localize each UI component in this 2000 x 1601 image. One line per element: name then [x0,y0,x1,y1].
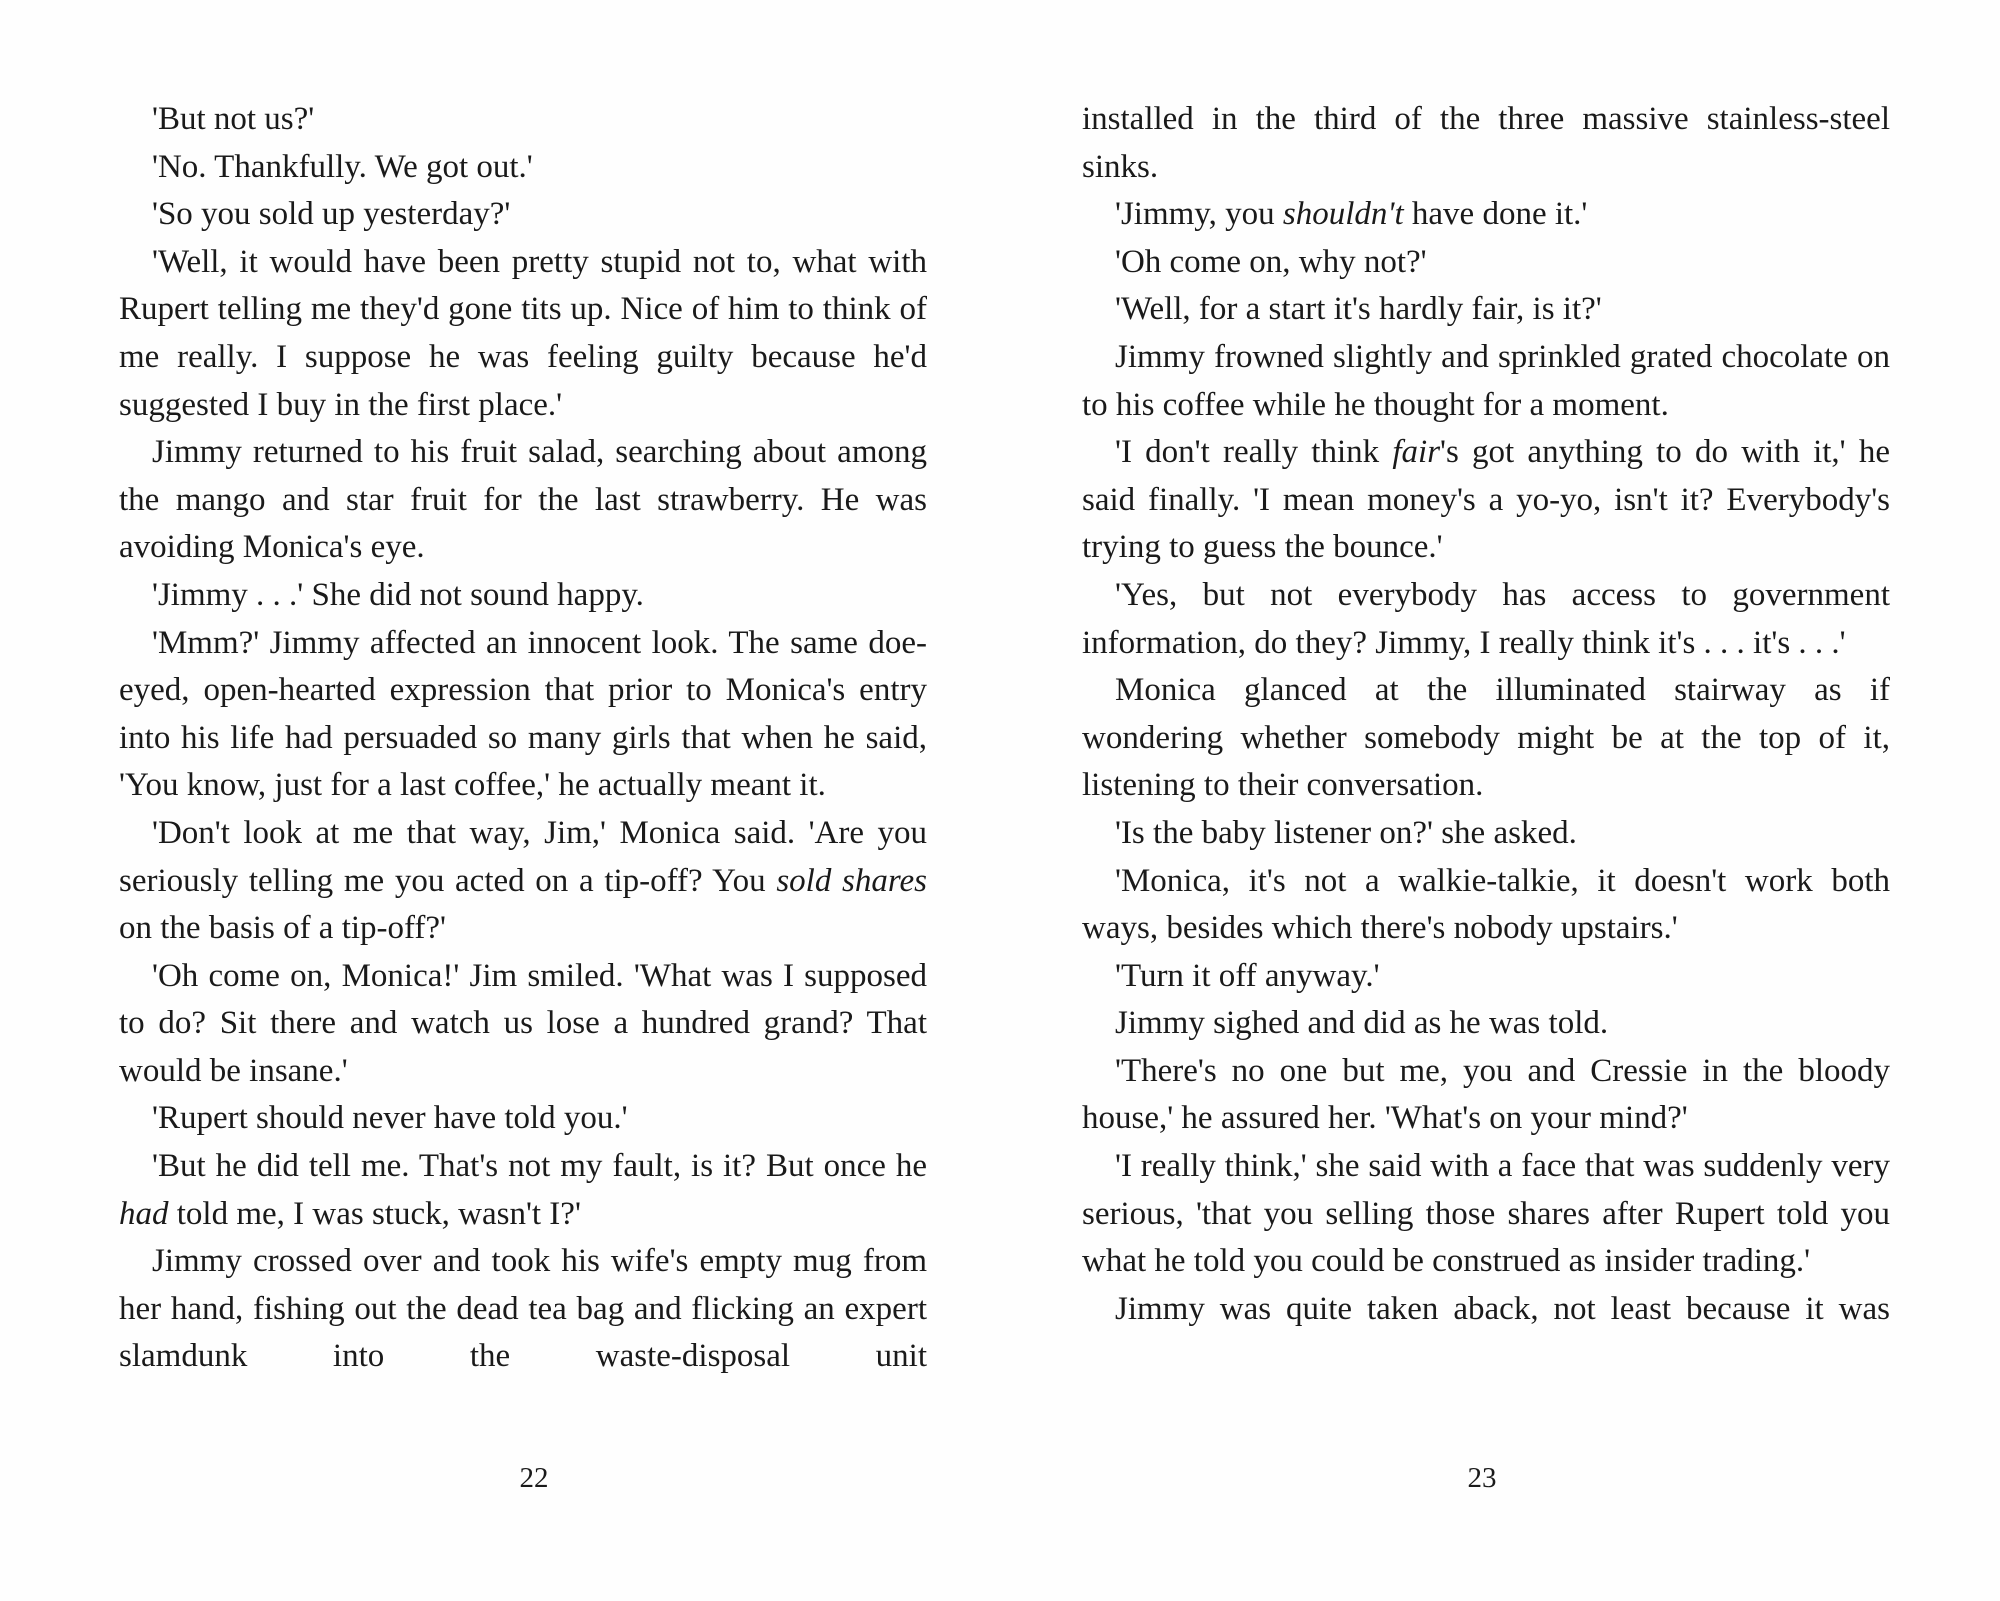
text-run: told me, I was stuck, wasn't I?' [168,1195,581,1232]
text-run: Jimmy sighed and did as he was told. [1115,1005,1609,1042]
text-run: 'I really think,' she said with a face that was suddenly very serious, 'that you selling those shares after Rupert told you what he told you could be construed as insider trading.' [1082,1148,1890,1280]
italic-text: had [119,1195,169,1232]
paragraph [1082,953,1890,1001]
paragraph [1082,239,1890,287]
text-run: 'Monica, it's not a walkie-talkie, it doesn't work both ways, besides which there's nobody upstairs.' [1082,862,1890,947]
text-run: 'I don't really think [1115,434,1393,471]
paragraph [1082,286,1890,334]
text-run: 'But he did tell me. That's not my fault, is it? But once he [152,1148,927,1185]
paragraph [1082,1286,1890,1334]
text-run: 'Mmm?' Jimmy affected an innocent look. The same doe-eyed, open-hearted expression that prior to Monica's entry into his life had persuaded so many girls that when he said, 'You know, just for a last coffee,' he actually meant it. [119,624,927,804]
paragraph [1082,96,1890,191]
text-run: 's got anything to do with it,' he said finally. 'I mean money's a yo-yo, isn't it? Everybody's trying to guess the bounce.' [1082,434,1890,566]
text-run: Monica glanced at the illuminated stairway as if wondering whether somebody might be at the top of it, listening to their conversation. [1082,672,1890,804]
paragraph [119,620,927,810]
text-run: Jimmy was quite taken aback, not least because it was [1115,1290,1890,1327]
text-run: 'So you sold up yesterday?' [152,196,511,233]
paragraph [1082,191,1890,239]
text-run: 'Turn it off anyway.' [1115,957,1380,994]
page-number: 22 [519,1462,549,1494]
paragraph [119,191,927,239]
paragraph [1082,572,1890,667]
text-run: 'No. Thankfully. We got out.' [152,148,533,185]
text-run: on the basis of a tip-off?' [119,910,447,947]
text-run: 'Well, for a start it's hardly fair, is it?' [1115,291,1602,328]
text-run: 'Well, it would have been pretty stupid not to, what with Rupert telling me they'd gone tits up. Nice of him to think of me really. I suppose he was feeling guilty because he'd suggested I buy in the first place.' [119,243,927,423]
right-page-text [1082,96,1890,1333]
paragraph [119,429,927,572]
paragraph [1082,667,1890,810]
page-number: 23 [1467,1462,1497,1494]
text-run: Jimmy returned to his fruit salad, searching about among the mango and star fruit for the last strawberry. He was avoiding Monica's eye. [119,434,927,566]
text-run: 'There's no one but me, you and Cressie in the bloody house,' he assured her. 'What's on your mind?' [1082,1052,1890,1137]
paragraph [119,239,927,429]
text-run: 'Jimmy, you [1115,196,1283,233]
text-run: 'Oh come on, Monica!' Jim smiled. 'What was I supposed to do? Sit there and watch us lose a hundred grand? That would be insane.' [119,957,927,1089]
paragraph [119,1143,927,1238]
paragraph [119,96,927,144]
paragraph [119,144,927,192]
paragraph [1082,334,1890,429]
text-run: 'Don't look at me that way, Jim,' Monica said. 'Are you seriously telling me you acted on a tip-off? You [119,814,927,899]
left-page-text [119,96,927,1381]
right-page [1000,0,2000,1601]
italic-text: shouldn't [1282,196,1404,233]
text-run: Jimmy frowned slightly and sprinkled grated chocolate on to his coffee while he thought for a moment. [1082,338,1890,423]
italic-text: sold shares [776,862,927,899]
paragraph [119,810,927,953]
text-run: 'Oh come on, why not?' [1115,243,1427,280]
paragraph [1082,1143,1890,1286]
paragraph [119,1095,927,1143]
paragraph [119,1238,927,1381]
text-run: 'Yes, but not everybody has access to government information, do they? Jimmy, I really think it's . . . it's . . .' [1082,576,1890,661]
text-run: installed in the third of the three massive stainless-steel sinks. [1082,101,1890,185]
paragraph [1082,810,1890,858]
paragraph [1082,1048,1890,1143]
paragraph [1082,858,1890,953]
italic-text: fair [1392,434,1441,471]
paragraph [119,572,927,620]
text-run: have done it.' [1403,196,1588,233]
text-run: 'Is the baby listener on?' she asked. [1115,814,1577,851]
paragraph [119,953,927,1096]
text-run: 'Rupert should never have told you.' [152,1100,628,1137]
paragraph [1082,429,1890,572]
paragraph [1082,1000,1890,1048]
text-run: Jimmy crossed over and took his wife's empty mug from her hand, fishing out the dead tea bag and flicking an expert slamdunk into the waste-disposal unit [119,1243,927,1375]
text-run: 'But not us?' [152,101,315,137]
text-run: 'Jimmy . . .' She did not sound happy. [152,576,644,613]
